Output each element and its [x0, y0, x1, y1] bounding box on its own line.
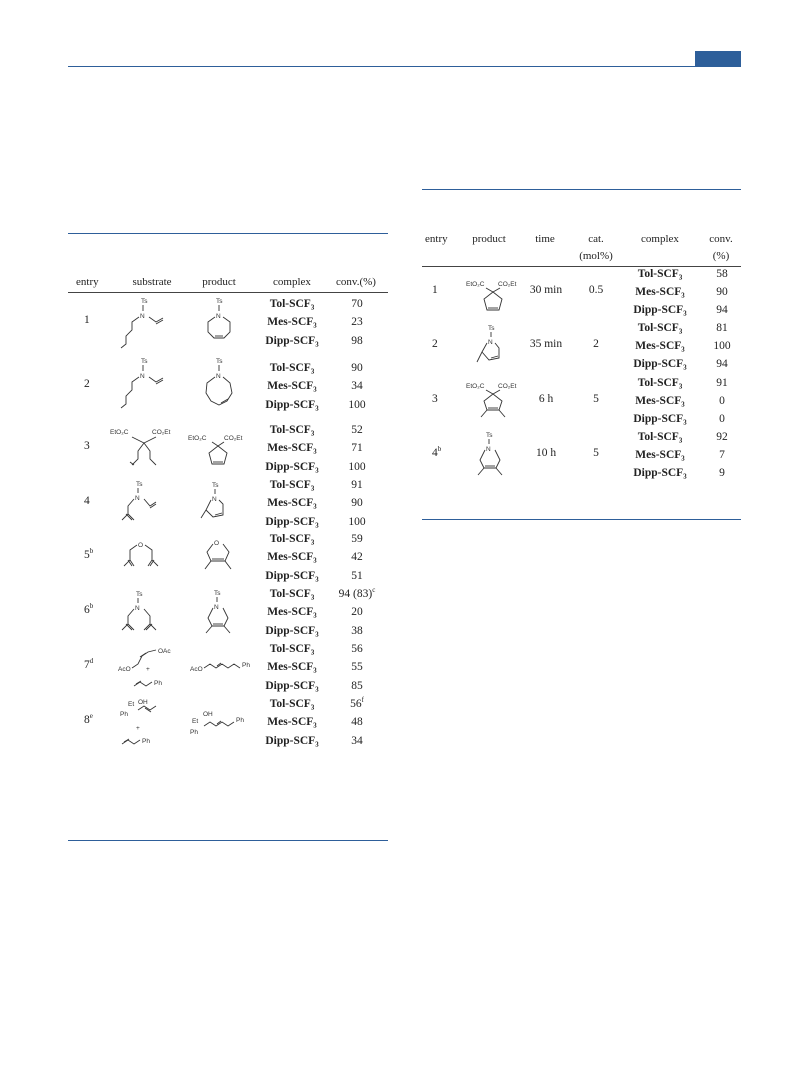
right-complex-cell: Dipp-SCF₃: [633, 413, 687, 426]
left-entry-1: 1: [84, 314, 90, 327]
ts-label: Ts: [136, 481, 143, 488]
structure-substrate-3: [110, 425, 180, 473]
right-complex-cell: Mes-SCF₃: [635, 449, 685, 462]
o-label: O: [138, 542, 144, 549]
right-complex-cell: Tol-SCF₃: [637, 268, 683, 280]
left-conv-cell: 55: [351, 661, 363, 674]
right-entry-1: 1: [432, 284, 438, 297]
structure-substrate-4: [114, 478, 164, 532]
right-complex-cell: Mes-SCF₃: [635, 286, 685, 299]
left-conv-cell: 34: [351, 734, 363, 747]
left-conv-cell: 90: [351, 497, 363, 510]
left-complex-cell: Mes-SCF₃: [267, 380, 317, 393]
left-conv-cell: 38: [351, 624, 363, 637]
right-header-rule: [422, 266, 741, 267]
left-col-substrate: substrate: [132, 276, 172, 288]
right-conv-cell: 7: [719, 449, 725, 462]
structure-substrate-1: [112, 296, 172, 354]
right-time-cell: 35 min: [529, 338, 563, 351]
left-complex-cell: Mes-SCF₃: [267, 606, 317, 619]
right-complex-cell: Dipp-SCF₃: [633, 358, 687, 371]
right-conv-cell: 81: [716, 322, 728, 334]
left-table-top-rule: [68, 233, 388, 234]
co2et-label: CO₂Et: [498, 383, 517, 390]
right-col-complex: complex: [641, 233, 679, 245]
ph-label: Ph: [154, 680, 162, 687]
right-col-entry: entry: [425, 233, 448, 245]
left-complex-cell: Mes-SCF₃: [267, 316, 317, 329]
left-complex-cell: Dipp-SCF₃: [265, 398, 319, 411]
right-cat-cell: 5: [593, 447, 599, 460]
right-conv-cell: 91: [716, 377, 728, 389]
right-entry-3: 3: [432, 393, 438, 406]
ts-label: Ts: [486, 432, 493, 439]
left-conv-cell: 34: [351, 380, 363, 393]
o-label: O: [214, 540, 220, 547]
et-label: Et: [128, 701, 135, 708]
left-conv-cell: 90: [351, 362, 363, 374]
left-entry-8: 8e: [84, 712, 93, 727]
footnote-marker: b: [89, 602, 94, 611]
footnote-marker: e: [89, 712, 93, 721]
left-col-conv: conv.(%): [336, 276, 376, 288]
structure-substrate-7: [118, 644, 180, 690]
ts-label: Ts: [488, 325, 495, 332]
structure-product-4: [196, 480, 242, 530]
n-label: N: [216, 373, 221, 380]
structure-right-product-1: [466, 278, 526, 318]
structure-product-3: [188, 428, 254, 472]
left-complex-cell: Tol-SCF₃: [269, 362, 315, 374]
n-label: N: [488, 339, 493, 346]
right-conv-cell: 90: [716, 286, 728, 299]
right-complex-cell: Tol-SCF₃: [637, 322, 683, 334]
left-conv-cell: 94 $(83)^c$: [338, 586, 376, 600]
right-col-cat-unit: (mol%): [579, 250, 613, 262]
left-complex-cell: Mes-SCF₃: [267, 661, 317, 674]
oh-label: OH: [203, 711, 213, 718]
footnote-marker: d: [89, 657, 94, 666]
eto2c-label: EtO₂C: [188, 435, 207, 442]
oh-label: OH: [138, 699, 148, 706]
structure-substrate-6: [114, 588, 164, 638]
right-complex-cell: Mes-SCF₃: [635, 395, 685, 408]
ph-label: Ph: [190, 729, 198, 736]
n-label: N: [135, 495, 140, 502]
n-label: N: [212, 496, 217, 503]
aco-label: AcO: [118, 666, 131, 673]
co2et-label: CO₂Et: [498, 281, 517, 288]
left-conv-cell: 98: [351, 334, 363, 347]
ph-label: Ph: [236, 717, 244, 724]
footnote-marker: b: [89, 547, 94, 556]
ph-label: Ph: [142, 738, 150, 745]
left-complex-cell: Tol-SCF₃: [269, 698, 315, 710]
left-complex-cell: Dipp-SCF₃: [265, 515, 319, 528]
structure-product-8: [190, 708, 260, 742]
left-entry-6: 6$^b$: [84, 602, 94, 617]
left-conv-cell: 23: [351, 316, 363, 329]
ts-label: Ts: [216, 298, 223, 305]
ts-label: Ts: [216, 358, 223, 365]
eto2c-label: EtO₂C: [466, 383, 485, 390]
left-entry-4: 4: [84, 495, 90, 508]
left-header-rule: [68, 292, 388, 293]
n-label: N: [140, 313, 145, 320]
right-conv-cell: 100: [713, 340, 731, 353]
co2et-label: CO₂Et: [224, 435, 243, 442]
right-time-cell: 6 h: [538, 393, 554, 406]
left-conv-cell: 70: [351, 298, 363, 310]
right-entry-2: 2: [432, 338, 438, 351]
structure-right-product-4: [468, 430, 512, 480]
structure-product-1: [202, 296, 242, 344]
left-conv-cell: 91: [351, 479, 363, 491]
left-conv-cell: 100: [348, 515, 366, 528]
left-col-product: product: [202, 276, 236, 288]
left-entry-2: 2: [84, 378, 90, 391]
left-complex-cell: Dipp-SCF₃: [265, 334, 319, 347]
structure-right-product-2: [470, 322, 510, 370]
right-conv-cell: 92: [716, 431, 728, 443]
left-complex-cell: Tol-SCF₃: [269, 424, 315, 436]
plus-label: +: [136, 725, 140, 732]
left-conv-cell: 52: [351, 424, 363, 436]
ts-label: Ts: [141, 298, 148, 305]
right-col-conv-unit: (%): [712, 250, 730, 262]
left-conv-cell: 42: [351, 551, 363, 564]
left-complex-cell: Dipp-SCF₃: [265, 624, 319, 637]
oac-label: OAc: [158, 648, 171, 655]
left-complex-cell: Tol-SCF₃: [269, 533, 315, 545]
right-conv-cell: 0: [719, 395, 725, 408]
right-conv-cell: 94: [716, 358, 728, 371]
n-label: N: [140, 373, 145, 380]
left-col-complex: complex: [273, 276, 311, 288]
n-label: N: [135, 605, 140, 612]
left-col-entry: entry: [76, 276, 99, 288]
left-complex-cell: Tol-SCF₃: [269, 479, 315, 491]
eto2c-label: EtO₂C: [110, 429, 129, 436]
right-complex-cell: Tol-SCF₃: [637, 377, 683, 389]
left-entry-5: 5$^b$: [84, 547, 94, 562]
right-col-time: time: [535, 233, 555, 245]
right-col-product: product: [472, 233, 506, 245]
left-complex-cell: Dipp-SCF₃: [265, 679, 319, 692]
ph-label: Ph: [120, 711, 128, 718]
structure-right-product-3: [466, 380, 526, 420]
left-complex-cell: Tol-SCF₃: [269, 588, 315, 600]
left-entry-7: 7$^d$: [84, 657, 94, 672]
header-accent-badge: [695, 51, 741, 66]
left-entry-3: 3: [84, 440, 90, 453]
structure-product-6: [198, 588, 242, 638]
right-conv-cell: 94: [716, 304, 728, 317]
right-entry-4: 4$^b$: [432, 445, 442, 460]
right-cat-cell: 0.5: [588, 284, 604, 297]
left-conv-cell: 56: [351, 643, 363, 655]
right-time-cell: 10 h: [535, 447, 557, 460]
ph-label: Ph: [242, 662, 250, 669]
right-conv-cell: 58: [716, 268, 728, 280]
right-complex-cell: Mes-SCF₃: [635, 340, 685, 353]
right-complex-cell: Tol-SCF₃: [637, 431, 683, 443]
left-conv-cell: 56$^f$: [350, 696, 364, 710]
left-conv-cell: 85: [351, 679, 363, 692]
footnote-marker: f: [361, 696, 364, 705]
left-conv-cell: 100: [348, 398, 366, 411]
left-conv-cell: 20: [351, 606, 363, 619]
right-col-conv: conv.: [709, 233, 733, 245]
right-complex-cell: Dipp-SCF₃: [633, 304, 687, 317]
left-complex-cell: Mes-SCF₃: [267, 551, 317, 564]
left-complex-cell: Mes-SCF₃: [267, 497, 317, 510]
right-table-top-rule: [422, 189, 741, 190]
left-conv-cell: 59: [351, 533, 363, 545]
structure-product-7: [190, 654, 262, 678]
left-complex-cell: Tol-SCF₃: [269, 643, 315, 655]
left-complex-cell: Mes-SCF₃: [267, 442, 317, 455]
eto2c-label: EtO₂C: [466, 281, 485, 288]
right-col-cat: cat.: [588, 233, 604, 245]
right-conv-cell: 0: [719, 413, 725, 426]
left-complex-cell: Dipp-SCF₃: [265, 460, 319, 473]
left-conv-cell: 48: [351, 716, 363, 729]
right-cat-cell: 2: [593, 338, 599, 351]
left-table-bottom-rule: [68, 840, 388, 841]
structure-substrate-5: [112, 538, 170, 576]
n-label: N: [486, 446, 491, 453]
header-rule: [68, 66, 741, 67]
ts-label: Ts: [141, 358, 148, 365]
right-cat-cell: 5: [593, 393, 599, 406]
ts-label: Ts: [212, 482, 219, 489]
n-label: N: [216, 313, 221, 320]
left-complex-cell: Tol-SCF₃: [269, 298, 315, 310]
plus-label: +: [146, 666, 150, 673]
structure-substrate-8: [118, 696, 168, 750]
structure-substrate-2: [112, 356, 172, 414]
structure-product-2: [202, 356, 242, 410]
footnote-marker: b: [437, 445, 442, 454]
left-conv-cell: 71: [351, 442, 363, 455]
n-label: N: [214, 604, 219, 611]
right-complex-cell: Dipp-SCF₃: [633, 467, 687, 480]
right-table-bottom-rule: [422, 519, 741, 520]
ts-label: Ts: [136, 591, 143, 598]
left-conv-cell: 100: [348, 460, 366, 473]
co2et-label: CO₂Et: [152, 429, 171, 436]
right-time-cell: 30 min: [529, 284, 563, 297]
footnote-marker: c: [372, 586, 376, 595]
right-conv-cell: 9: [719, 467, 725, 480]
ts-label: Ts: [214, 590, 221, 597]
aco-label: AcO: [190, 666, 203, 673]
left-complex-cell: Dipp-SCF₃: [265, 734, 319, 747]
left-conv-cell: 51: [351, 569, 363, 582]
left-complex-cell: Mes-SCF₃: [267, 716, 317, 729]
left-complex-cell: Dipp-SCF₃: [265, 569, 319, 582]
et-label: Et: [192, 718, 199, 725]
structure-product-5: [198, 536, 242, 580]
